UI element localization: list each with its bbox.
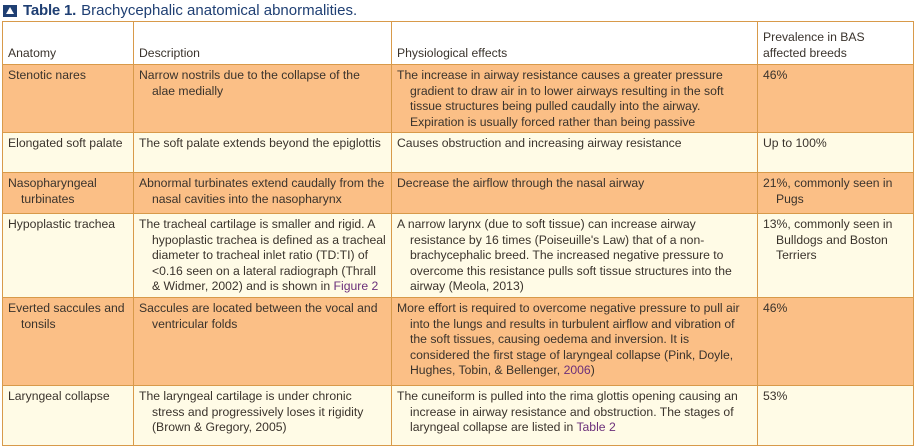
cell-prevalence: Up to 100%	[758, 133, 914, 173]
cell-anatomy: Everted saccules and tonsils	[3, 298, 134, 386]
triangle-up-box-icon	[3, 5, 17, 17]
citation-2006-link[interactable]: 2006	[563, 363, 591, 377]
cell-prevalence: 46%	[758, 298, 914, 386]
cell-prevalence: 21%, commonly seen in Pugs	[758, 173, 914, 214]
cell-effects: Causes obstruction and increasing airway resistance	[392, 133, 758, 173]
cell-description: The soft palate extends beyond the epiglottis	[134, 133, 392, 173]
table-row-laryngeal-collapse	[3, 386, 914, 446]
cell-prevalence: 46%	[758, 65, 914, 133]
cell-prevalence: 53%	[758, 386, 914, 446]
cell-anatomy: Laryngeal collapse	[3, 386, 134, 446]
table-label: Table 1.	[23, 2, 77, 19]
figure-2-link[interactable]: Figure 2	[333, 279, 379, 293]
header-physiological-effects: Physiological effects	[392, 22, 758, 65]
table-caption	[3, 2, 357, 20]
cell-anatomy: Elongated soft palate	[3, 133, 134, 173]
cell-effects: The increase in airway resistance causes a greater pressure gradient to draw air in to lower airways resulting in the soft tissue structures being pulled caudally into the airway. Expiration is usually forced rather than being passive	[392, 65, 758, 133]
table-row-everted-saccules	[3, 298, 914, 386]
table-row-stenotic-nares	[3, 65, 914, 133]
cell-anatomy: Hypoplastic trachea	[3, 214, 134, 298]
header-description: Description	[134, 22, 392, 65]
cell-description: The laryngeal cartilage is under chronic stress and progressively loses it rigidity (Brown & Gregory, 2005)	[134, 386, 392, 446]
cell-description: Saccules are located between the vocal and ventricular folds	[134, 298, 392, 386]
cell-anatomy: Nasopharyngeal turbinates	[3, 173, 134, 214]
cell-effects: The cuneiform is pulled into the rima glottis opening causing an increase in airway resistance and obstruction. The stages of laryngeal collapse are listed in Table 2	[392, 386, 758, 446]
cell-effects: More effort is required to overcome negative pressure to pull air into the lungs and results in turbulent airflow and vibration of the soft tissues, causing oedema and inversion. It is considered the first stage of laryngeal collapse (Pink, Doyle, Hughes, Tobin, & Bellenger, 2006)	[392, 298, 758, 386]
header-prevalence: Prevalence in BAS affected breeds	[758, 22, 914, 65]
table-row-hypoplastic-trachea	[3, 214, 914, 298]
table-2-link[interactable]: Table 2	[576, 420, 616, 434]
cell-anatomy: Stenotic nares	[3, 65, 134, 133]
cell-description: Abnormal turbinates extend caudally from the nasal cavities into the nasopharynx	[134, 173, 392, 214]
table-title: Brachycephalic anatomical abnormalities.	[81, 2, 358, 19]
header-anatomy: Anatomy	[3, 22, 134, 65]
cell-effects: Decrease the airflow through the nasal airway	[392, 173, 758, 214]
abnormalities-table	[2, 21, 914, 446]
cell-effects: A narrow larynx (due to soft tissue) can increase airway resistance by 16 times (Poiseuille's Law) that of a non-brachycephalic breed. The increased negative pressure to overcome this resistance pulls soft tissue structures into the airway (Meola, 2013)	[392, 214, 758, 298]
table-row-elongated-soft-palate	[3, 133, 914, 173]
cell-description: The tracheal cartilage is smaller and rigid. A hypoplastic trachea is defined as a tracheal diameter to tracheal inlet ratio (TD:TI) of <0.16 seen on a lateral radiograph (Thrall & Widmer, 2002) and is shown in Figure 2	[134, 214, 392, 298]
table-header-row	[3, 22, 914, 65]
cell-prevalence: 13%, commonly seen in Bulldogs and Boston Terriers	[758, 214, 914, 298]
table-row-nasopharyngeal-turbinates	[3, 173, 914, 214]
cell-description: Narrow nostrils due to the collapse of the alae medially	[134, 65, 392, 133]
